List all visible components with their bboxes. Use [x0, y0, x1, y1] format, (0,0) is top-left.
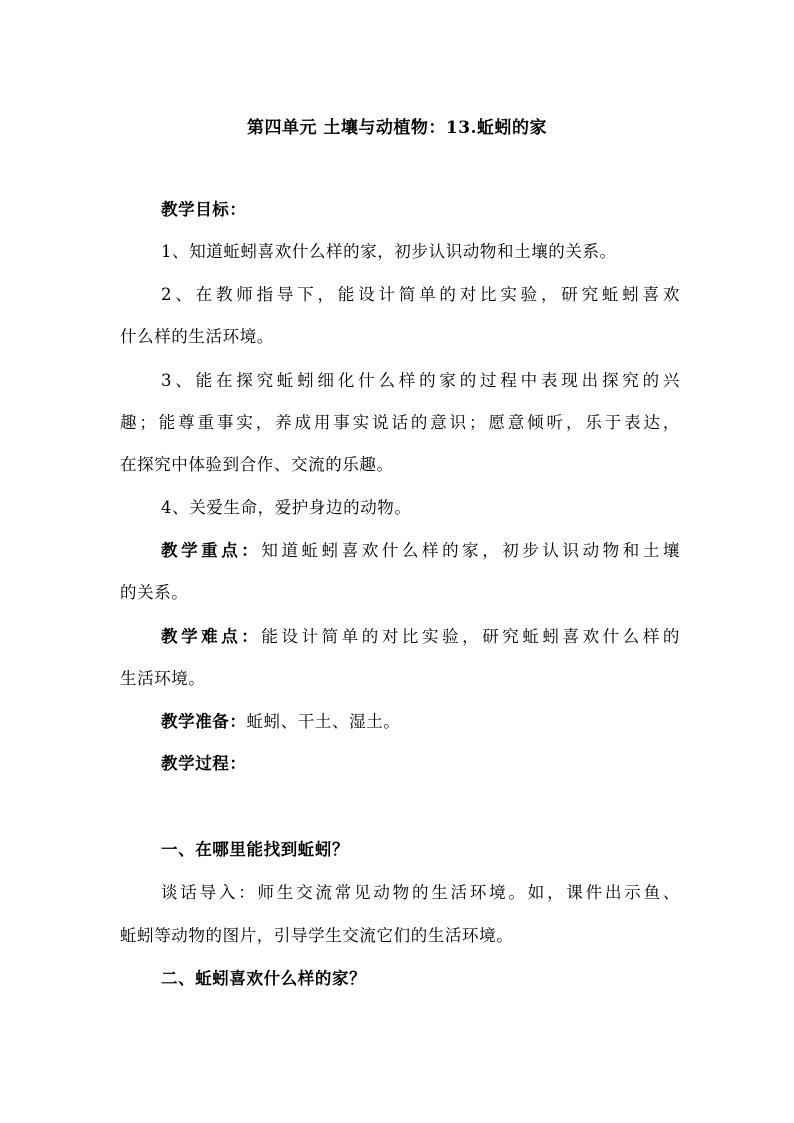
key-point: [161, 539, 680, 563]
key-point-line-2: 的关系。: [120, 583, 189, 602]
key-point-text: 知道蚯蚓喜欢什么样的家，初步认识动物和土壤: [261, 541, 681, 560]
objective-4: 4、关爱生命，爱护身边的动物。: [161, 498, 412, 517]
section-2-heading: 二、蚯蚓喜欢什么样的家？: [161, 969, 367, 988]
objective-2-line-2: 什么样的生活环境。: [120, 327, 274, 346]
objective-3-line-2: 趣；能尊重事实，养成用事实说话的意识；愿意倾听，乐于表达，: [120, 413, 680, 432]
difficulty: [161, 625, 680, 649]
difficulty-line-2: 生活环境。: [120, 669, 206, 688]
difficulty-text: 能设计简单的对比实验，研究蚯蚓喜欢什么样的: [261, 627, 681, 646]
document-title: 第四单元 土壤与动植物：13.蚯蚓的家: [247, 118, 547, 138]
section-1-heading: 一、在哪里能找到蚯蚓？: [161, 840, 350, 859]
key-point-label: 教学重点：: [161, 541, 262, 560]
preparation-label: 教学准备：: [161, 712, 247, 731]
objective-3-line-1: 3、能在探究蚯蚓细化什么样的家的过程中表现出探究的兴: [161, 371, 680, 390]
section-1-line-1: 谈话导入：师生交流常见动物的生活环境。如，课件出示鱼、: [161, 883, 680, 902]
difficulty-label: 教学难点：: [161, 627, 262, 646]
preparation: [161, 710, 680, 734]
process-heading: 教学过程：: [161, 754, 247, 773]
section-1-line-2: 蚯蚓等动物的图片，引导学生交流它们的生活环境。: [120, 926, 514, 945]
objective-3-line-3: 在探究中体验到合作、交流的乐趣。: [120, 455, 394, 474]
preparation-text: 蚯蚓、干土、湿土。: [246, 712, 401, 731]
objective-1: 1、知道蚯蚓喜欢什么样的家，初步认识动物和土壤的关系。: [161, 242, 617, 261]
objectives-heading: 教学目标：: [161, 200, 247, 219]
objective-2-line-1: 2、在教师指导下，能设计简单的对比实验，研究蚯蚓喜欢: [161, 285, 680, 304]
